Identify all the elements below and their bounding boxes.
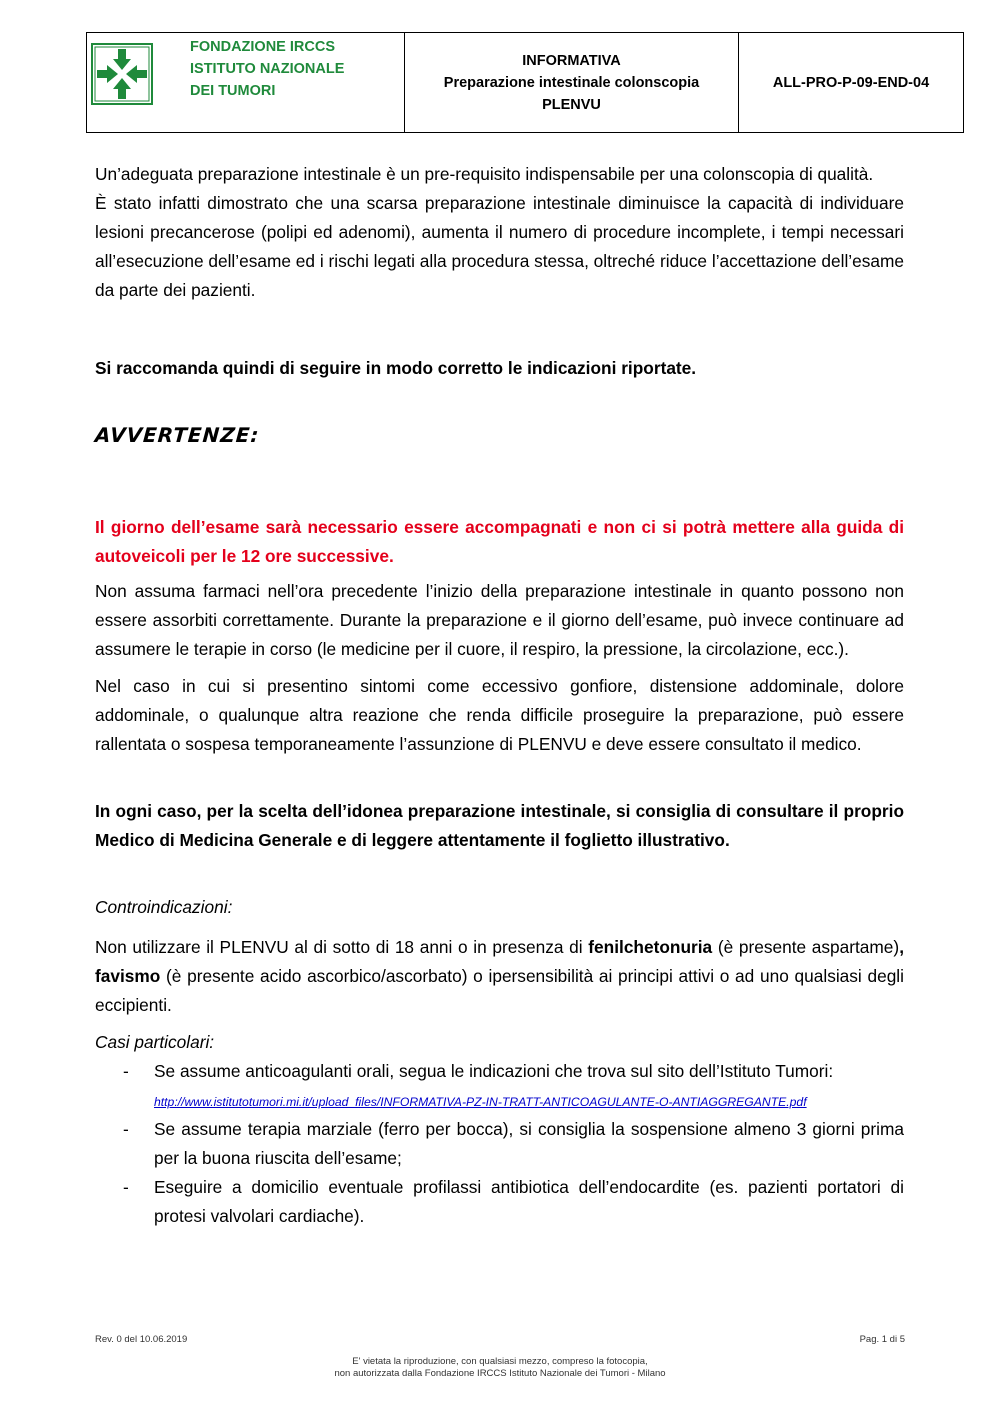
intro-paragraph-1: Un’adeguata preparazione intestinale è un pre-requisito indispensabile per una colonscopia di qualità. <box>95 164 874 184</box>
contra-text-1: Non utilizzare il PLENVU al di sotto di 18 anni o in presenza di <box>95 937 589 957</box>
org-line-2: ISTITUTO NAZIONALE <box>190 61 345 77</box>
intro-paragraph-2: È stato infatti dimostrato che una scarsa preparazione intestinale diminuisce la capacità di individuare lesioni precancerose (polipi ed adenomi), aumenta il numero di procedure incomplete, i tempi necessari all’esecuzione dell’esame ed i rischi legati alla procedura stessa, oltreché riduce l’accettazione dell’esame da parte dei pazienti. <box>95 193 904 300</box>
warning-red-text: Il giorno dell’esame sarà necessario essere accompagnati e non ci si potrà mettere alla guida di autoveicoli per le 12 ore successive. <box>95 517 904 566</box>
case-text-1: Se assume anticoagulanti orali, segua le indicazioni che trova sul sito dell’Istituto Tumori: <box>154 1061 834 1081</box>
recommendation-text: Si raccomanda quindi di seguire in modo corretto le indicazioni riportate. <box>95 358 697 378</box>
organization-name <box>190 36 344 102</box>
special-cases-list <box>95 1057 904 1231</box>
list-item: - Eseguire a domicilio eventuale profilassi antibiotica dell’endocardite (es. pazienti portatori di protesi valvolari cardiache). <box>123 1177 904 1226</box>
document-header <box>86 32 964 133</box>
contra-text-3: (è presente acido ascorbico/ascorbato) o ipersensibilità ai principi attivi o ad uno qualsiasi degli eccipienti. <box>95 966 904 1015</box>
org-line-3: DEI TUMORI <box>190 83 276 99</box>
footer-notice <box>0 1356 1000 1380</box>
list-item: - Se assume anticoagulanti orali, segua le indicazioni che trova sul sito dell’Istituto Tumori: http://www.istitutotumori.mi.it/upload_files/INFORMATIVA-PZ-IN-TRATT-ANTICOAGULANTE-O-ANTIAGGREGANTE.pdf <box>123 1061 834 1109</box>
document-type: INFORMATIVA <box>522 52 621 69</box>
footer-page-number: Pag. 1 di 5 <box>859 1334 905 1345</box>
contra-text-2: (è presente aspartame) <box>712 937 900 957</box>
institute-logo-icon <box>91 43 153 105</box>
header-org-cell <box>87 33 405 132</box>
footer-notice-line-1: E' vietata la riproduzione, con qualsiasi mezzo, compreso la fotocopia, <box>352 1356 648 1367</box>
document-subtitle: Preparazione intestinale colonscopia <box>443 74 700 91</box>
special-cases-heading: Casi particolari: <box>95 1032 215 1052</box>
symptoms-paragraph: Nel caso in cui si presentino sintomi come eccessivo gonfiore, distensione addominale, dolore addominale, o qualunque altra reazione che renda difficile proseguire la preparazione, può essere rallentata o sospesa temporaneamente l’assunzione di PLENVU e deve essere consultato il medico. <box>95 676 904 754</box>
footer-notice-line-2: non autorizzata dalla Fondazione IRCCS Istituto Nazionale dei Tumori - Milano <box>334 1368 666 1379</box>
case-text-2: Se assume terapia marziale (ferro per bocca), si consiglia la sospensione almeno 3 giorni prima per la buona riuscita dell’esame; <box>154 1119 904 1168</box>
contraindications-paragraph <box>95 933 904 1020</box>
document-code: ALL-PRO-P-09-END-04 <box>772 74 930 91</box>
advice-paragraph: In ogni caso, per la scelta dell’idonea preparazione intestinale, si consiglia di consultare il proprio Medico di Medicina Generale e di leggere attentamente il foglietto illustrativo. <box>95 801 904 850</box>
header-title-cell <box>405 33 739 132</box>
header-code-cell <box>739 33 963 132</box>
list-item: - Se assume terapia marziale (ferro per bocca), si consiglia la sospensione almeno 3 giorni prima per la buona riuscita dell’esame; <box>123 1119 904 1168</box>
org-line-1: FONDAZIONE IRCCS <box>190 39 335 55</box>
warnings-heading-wrap <box>95 421 904 451</box>
anticoagulant-info-link[interactable]: http://www.istitutotumori.mi.it/upload_files/INFORMATIVA-PZ-IN-TRATT-ANTICOAGULANTE-O-ANTIAGGREGANTE.pdf <box>154 1095 807 1109</box>
footer-revision: Rev. 0 del 10.06.2019 <box>95 1334 188 1345</box>
contra-bold-2: , favismo <box>95 937 904 986</box>
warnings-heading: AVVERTENZE: <box>94 423 261 447</box>
case-text-3: Eseguire a domicilio eventuale profilassi antibiotica dell’endocardite (es. pazienti portatori di protesi valvolari cardiache). <box>154 1177 904 1226</box>
document-body <box>95 160 904 1231</box>
contra-bold-1: fenilchetonuria <box>588 937 713 957</box>
drugs-paragraph: Non assuma farmaci nell’ora precedente l’inizio della preparazione intestinale in quanto possono non essere assorbiti correttamente. Durante la preparazione e il giorno dell’esame, può invece continuare ad assumere le terapie in corso (le medicine per il cuore, il respiro, la pressione, la circolazione, ecc.). <box>95 581 904 659</box>
document-product: PLENVU <box>542 96 601 113</box>
contraindications-heading: Controindicazioni: <box>95 897 233 917</box>
